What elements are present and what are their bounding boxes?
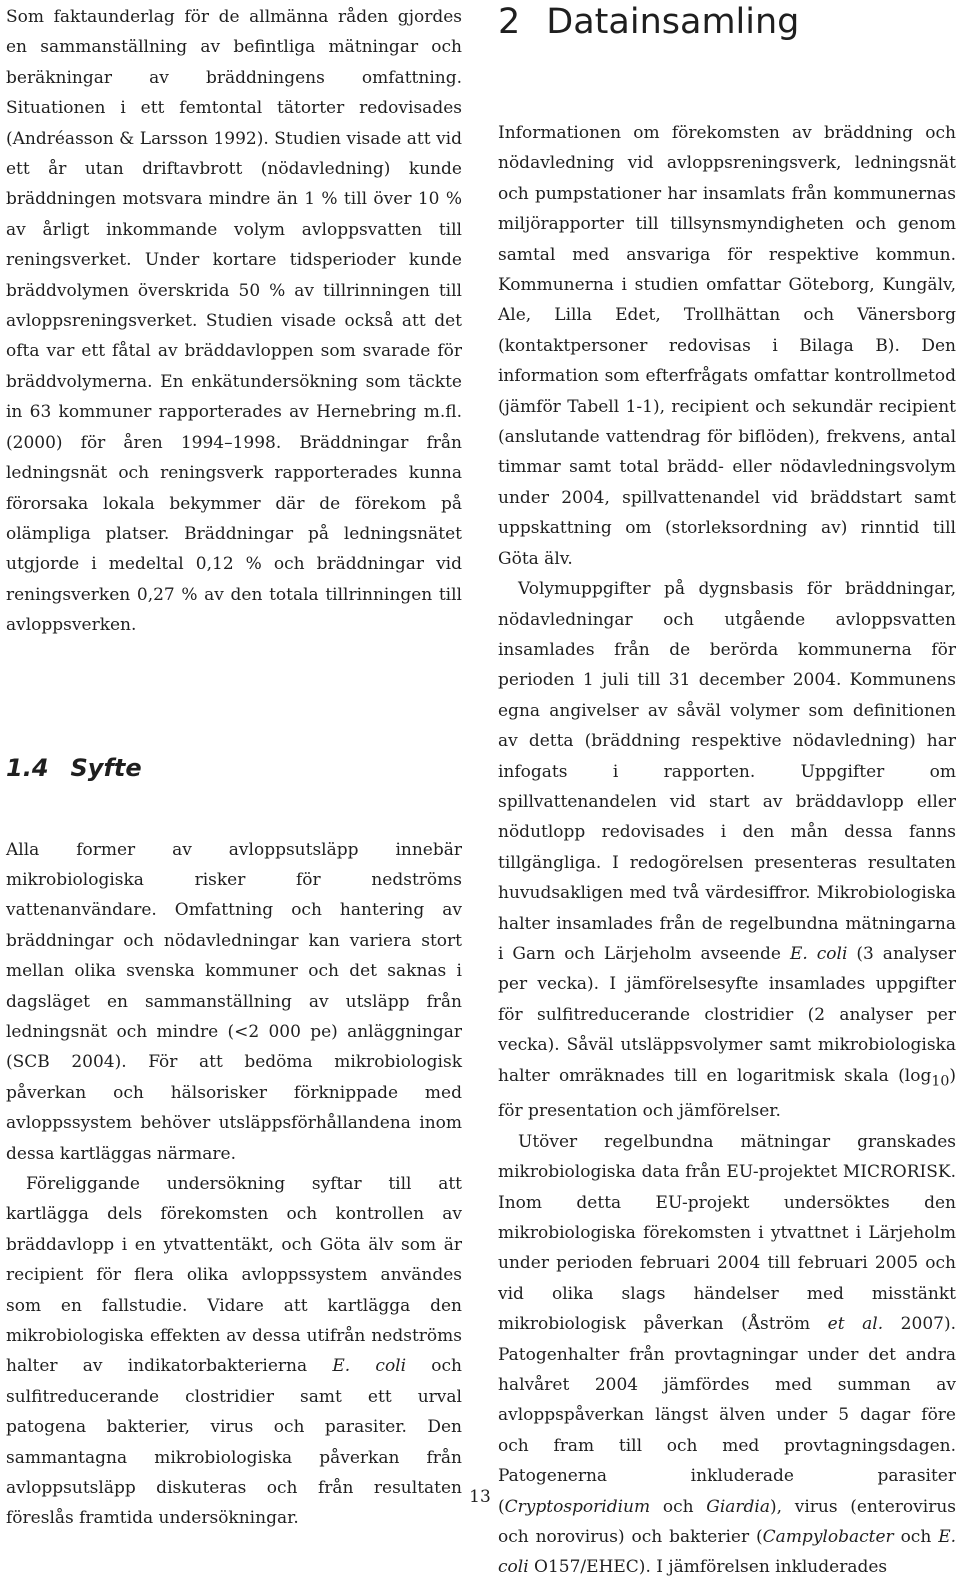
citation-etal: et al.	[827, 1314, 884, 1335]
left-column	[6, 2, 462, 1534]
species-name: Campylobacter	[762, 1527, 894, 1548]
body-paragraph: Informationen om förekomsten av bräddning och nödavledning vid avloppsreningsverk, ledningsnät och pumpstationer har insamlats från kommunernas miljörapporter till tillsynsmyndigheten och genom samtal med ansvariga för respektive kommun. Kommunerna i studien omfattar Göteborg, Kungälv, Ale, Lilla Edet, Trollhättan och Vänersborg (kontaktpersoner redovisas i Bilaga B). Den information som efterfrågats omfattar kontrollmetod (jämför Tabell 1-1), recipient och sekundär recipient (anslutande vattendrag för biflöden), frekvens, antal timmar samt total brädd- eller nödavledningsvolym under 2004, spillvattenandel vid bräddstart samt uppskattning om (storleksordning av) rinntid till Göta älv.	[498, 123, 956, 569]
section-heading-syfte	[6, 753, 462, 783]
species-name: Giardia	[706, 1496, 770, 1517]
body-paragraph: Volymuppgifter på dygnsbasis för bräddningar, nödavledningar och utgående avloppsvatten insamlades från de berörda kommunerna för perioden 1 juli till 31 december 2004. Kommunens egna angivelser av såväl volymer som definitionen av detta (bräddning respektive nödavledning) har infogats i rapporten. Uppgifter om spillvattenandelen vid start av bräddavlopp eller nödutlopp redovisades i den mån dessa fanns tillgängliga. I redogörelsen presenteras resultaten huvudsakligen med två värdesiffror. Mikrobiologiska halter insamlades från de regelbundna mätningarna i Garn och Lärjeholm avseende E. coli (3 analyser per vecka). I jämförelsesyfte insamlades uppgifter för sulfitreducerande clostridier (2 analyser per vecka). Såväl utsläppsvolymer samt mikrobiologiska halter omräknades till en logaritmisk skala $(\log_{10})$ för presentation och jämförelser.	[498, 579, 956, 1122]
right-column	[498, 2, 956, 1583]
subscript: 10	[931, 1072, 950, 1089]
section-title: Datainsamling	[546, 2, 800, 42]
species-name: E. coli	[332, 1356, 407, 1377]
body-paragraph: Föreliggande undersökning syftar till att kartlägga dels förekomsten och kontrollen av bräddavlopp i en ytvattentäkt, och Göta älv som är recipient för flera olika avloppssystem användes som en fallstudie. Vidare att kartlägga den mikrobiologiska effekten av dessa utifrån nedströms halter av indikatorbakterierna E. coli och sulfitreducerande clostridier samt ett urval patogena bakterier, virus och parasiter. Den sammantagna mikrobiologiska påverkan från avloppsutsläpp diskuteras och från resultaten föreslås framtida undersökningar.	[6, 1174, 463, 1529]
body-paragraph: Alla former av avloppsutsläpp innebär mikrobiologiska risker för nedströms vattenanvändare. Omfattning och hantering av bräddningar och nödavledningar kan variera stort mellan olika svenska kommuner och det saknas i dagsläget en sammanställning av utsläpp från ledningsnät och mindre (<2 000 pe) anläggningar (SCB 2004). För att bedöma mikrobiologisk påverkan och hälsorisker förknippade med avloppssystem behöver utsläppsförhållandena inom dessa kartläggas närmare.	[6, 839, 462, 1164]
body-paragraph: Utöver regelbundna mätningar granskades mikrobiologiska data från EU-projektet MICRORISK. Inom detta EU-projekt undersöktes den mikrobiologiska förekomsten i ytvattnet i Lärjeholm under perioden februari 2004 till februari 2005 och vid olika slags händelser med misstänkt mikrobiologisk påverkan (Åström et al. 2007). Patogenhalter från provtagningar under det andra halvåret 2004 jämfördes med summan av avloppspåverkan längst älven under 5 dagar före och fram till och med provtagningsdagen. Patogenerna inkluderade parasiter (Cryptosporidium och Giardia), virus (enterovirus och norovirus) och bakterier (Campylobacter och E. coli O157/EHEC). I jämförelsen inkluderades	[498, 1131, 957, 1578]
page-number: 13	[469, 1487, 491, 1507]
section-title: Syfte	[70, 753, 142, 782]
section-number: 1.4	[6, 753, 49, 782]
section-heading-datainsamling	[498, 2, 956, 42]
species-name: E. coli	[498, 1527, 957, 1578]
section-number: 2	[498, 2, 521, 42]
body-paragraph: Som faktaunderlag för de allmänna råden gjordes en sammanställning av befintliga mätningar och beräkningar av bräddningens omfattning. Situationen i ett femtontal tätorter redovisades (Andréasson & Larsson 1992). Studien visade att vid ett år utan driftavbrott (nödavledning) kunde bräddningen motsvara mindre än 1 % till över 10 % av årligt inkommande volym avloppsvatten till reningsverket. Under kortare tidsperioder kunde bräddvolymen överskrida 50 % av tillrinningen till avloppsreningsverket. Studien visade också att det ofta var ett fåtal av bräddavloppen som svarade för bräddvolymerna. En enkätundersökning som täckte in 63 kommuner rapporterades av Hernebring m.fl. (2000) för åren 1994–1998. Bräddningar från ledningsnät och reningsverk rapporterades kunna förorsaka lokala bekymmer där de förekom på olämpliga platser. Bräddningar på ledningsnätet utgjorde i medeltal 0,12 % och bräddningar vid reningsverken 0,27 % av den totala tillrinningen till avloppsverken.	[6, 7, 462, 636]
species-name: Cryptosporidium	[504, 1496, 651, 1517]
species-name: E. coli	[789, 943, 848, 964]
